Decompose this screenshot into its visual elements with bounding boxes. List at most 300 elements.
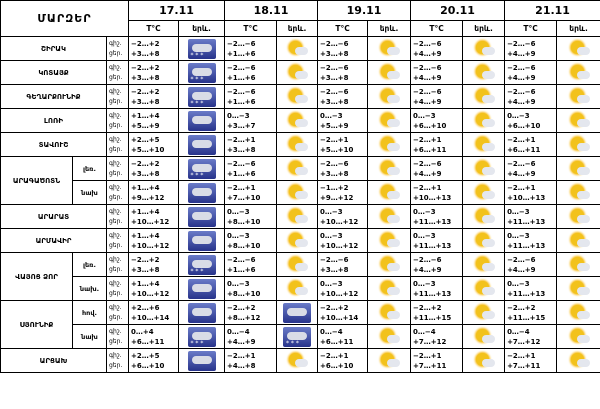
region-row — [1, 181, 600, 205]
day-label: ցեր. — [109, 169, 123, 177]
sun-cloud-icon — [472, 87, 496, 107]
weather-cell — [179, 61, 225, 85]
day-temp: +7…+12 — [507, 337, 541, 346]
day-temp: +4…+8 — [227, 361, 256, 370]
weather-header: երև. — [557, 21, 600, 37]
day-temp: +6…+11 — [507, 145, 541, 154]
period-labels — [107, 133, 129, 157]
night-temp: −2…+1 — [227, 351, 256, 360]
day-temp: +9…+12 — [320, 193, 354, 202]
day-temp: +11…+13 — [507, 289, 546, 298]
night-temp: −2…−6 — [320, 159, 349, 168]
weather-cell — [179, 157, 225, 181]
temperature-cell — [505, 37, 557, 61]
weather-cell — [463, 229, 505, 253]
sun-cloud-icon — [472, 111, 496, 131]
region-name: ՇԻՐԱԿ — [1, 37, 107, 61]
region-row — [1, 349, 600, 373]
weather-cell — [179, 229, 225, 253]
temperature-cell — [411, 133, 463, 157]
temperature-cell — [129, 133, 179, 157]
temperature-cell — [318, 157, 368, 181]
period-labels — [107, 301, 129, 325]
sun-cloud-icon — [377, 327, 401, 347]
subregion-name: նախ — [73, 181, 107, 205]
night-temp: 0…−3 — [320, 279, 343, 288]
weather-cell — [277, 85, 318, 109]
weather-cell — [179, 277, 225, 301]
sun-cloud-icon — [567, 279, 591, 299]
temp-header: T°C — [505, 21, 557, 37]
rain-cloud-icon — [188, 231, 216, 251]
sun-cloud-icon — [377, 159, 401, 179]
temperature-cell — [505, 85, 557, 109]
day-temp: +6…+10 — [413, 121, 447, 130]
temperature-cell — [411, 37, 463, 61]
temperature-cell — [225, 325, 277, 349]
date-header: 21.11 — [505, 1, 600, 21]
weather-cell — [463, 181, 505, 205]
weather-cell — [557, 205, 600, 229]
night-temp: −2…+1 — [413, 351, 442, 360]
weather-cell — [463, 61, 505, 85]
night-temp: −2…−6 — [507, 255, 536, 264]
sun-cloud-icon — [285, 255, 309, 275]
night-temp: +1…+4 — [131, 279, 160, 288]
night-temp: −2…+1 — [413, 135, 442, 144]
night-temp: 0…−3 — [413, 207, 436, 216]
night-temp: −2…+2 — [507, 303, 536, 312]
day-temp: +4…+9 — [507, 49, 536, 58]
weather-cell — [277, 301, 318, 325]
day-temp: +8…+10 — [227, 241, 261, 250]
night-temp: 0…−4 — [413, 327, 436, 336]
weather-cell — [368, 61, 411, 85]
day-temp: +11…+15 — [413, 313, 452, 322]
temperature-cell — [411, 349, 463, 373]
day-temp: +10…+12 — [131, 217, 170, 226]
night-temp: +1…+4 — [131, 183, 160, 192]
temperature-cell — [411, 253, 463, 277]
day-temp: +5…+10 — [131, 145, 165, 154]
date-header: 19.11 — [318, 1, 411, 21]
region-row — [1, 109, 600, 133]
region-name: ԱՐՄԱՎԻՐ — [1, 229, 107, 253]
subregion-name: նախ — [73, 325, 107, 349]
day-temp: +7…+12 — [413, 337, 447, 346]
sun-cloud-icon — [472, 231, 496, 251]
temperature-cell — [318, 133, 368, 157]
night-temp: 0…−3 — [320, 231, 343, 240]
temperature-cell — [318, 301, 368, 325]
temperature-cell — [411, 301, 463, 325]
night-temp: −2…−6 — [413, 159, 442, 168]
weather-header: երև. — [463, 21, 505, 37]
day-temp: +7…+11 — [507, 361, 541, 370]
weather-cell — [277, 253, 318, 277]
weather-cell — [277, 181, 318, 205]
night-temp: 0…−3 — [413, 231, 436, 240]
sun-cloud-icon — [567, 207, 591, 227]
day-temp: +4…+9 — [413, 97, 442, 106]
night-temp: −2…+1 — [507, 351, 536, 360]
weather-cell — [463, 157, 505, 181]
day-temp: +3…+8 — [320, 73, 349, 82]
day-temp: +4…+9 — [227, 337, 256, 346]
weather-cell — [557, 109, 600, 133]
temperature-cell — [318, 325, 368, 349]
sun-cloud-icon — [567, 183, 591, 203]
weather-cell — [179, 349, 225, 373]
sun-cloud-icon — [377, 279, 401, 299]
weather-cell — [557, 61, 600, 85]
weather-cell — [368, 205, 411, 229]
weather-cell — [557, 349, 600, 373]
day-temp: +1…+6 — [227, 265, 256, 274]
region-row — [1, 253, 600, 277]
night-temp: −2…+2 — [131, 159, 160, 168]
region-row — [1, 325, 600, 349]
period-labels — [107, 349, 129, 373]
weather-cell — [463, 253, 505, 277]
rain-cloud-icon — [188, 111, 216, 131]
period-labels — [107, 277, 129, 301]
night-temp: −2…+1 — [507, 183, 536, 192]
region-name: ՎԱՅՈՑ ՁՈՐ — [1, 253, 73, 301]
temperature-cell — [129, 205, 179, 229]
temperature-cell — [129, 301, 179, 325]
day-temp: +6…+10 — [320, 361, 354, 370]
temperature-cell — [318, 61, 368, 85]
day-temp: +10…+12 — [320, 241, 359, 250]
night-temp: −2…−6 — [507, 63, 536, 72]
day-temp: +4…+9 — [413, 265, 442, 274]
temperature-cell — [225, 157, 277, 181]
night-label: գիշ. — [109, 63, 122, 71]
sun-cloud-icon — [377, 39, 401, 59]
night-label: գիշ. — [109, 231, 122, 239]
sun-cloud-icon — [377, 351, 401, 371]
day-temp: +3…+8 — [131, 49, 160, 58]
temperature-cell — [505, 277, 557, 301]
temperature-cell — [129, 181, 179, 205]
night-temp: −2…+1 — [320, 135, 349, 144]
weather-cell — [463, 325, 505, 349]
temperature-cell — [505, 205, 557, 229]
weather-cell — [463, 109, 505, 133]
temperature-cell — [129, 109, 179, 133]
weather-cell — [277, 37, 318, 61]
region-row — [1, 157, 600, 181]
weather-cell — [368, 157, 411, 181]
night-temp: 0…−4 — [507, 327, 530, 336]
temperature-cell — [505, 349, 557, 373]
regions-header: ՄԱՐԶԵՐ — [1, 1, 129, 37]
temp-header: T°C — [318, 21, 368, 37]
sun-cloud-icon — [472, 39, 496, 59]
day-temp: +10…+14 — [320, 313, 359, 322]
night-label: գիշ. — [109, 255, 122, 263]
sun-cloud-icon — [285, 159, 309, 179]
temperature-cell — [505, 109, 557, 133]
subregion-name: նախ. — [73, 277, 107, 301]
day-temp: +10…+13 — [413, 193, 452, 202]
day-label: ցեր. — [109, 361, 123, 369]
day-temp: +4…+9 — [413, 73, 442, 82]
day-label: ցեր. — [109, 73, 123, 81]
region-name: ԱՐՑԱԽ — [1, 349, 107, 373]
temperature-cell — [129, 157, 179, 181]
day-temp: +5…+9 — [131, 121, 160, 130]
temperature-cell — [129, 37, 179, 61]
day-temp: +5…+9 — [320, 121, 349, 130]
period-labels — [107, 37, 129, 61]
weather-cell — [179, 301, 225, 325]
snow-cloud-icon — [188, 327, 216, 347]
temperature-cell — [225, 229, 277, 253]
temperature-cell — [505, 253, 557, 277]
sun-cloud-icon — [472, 279, 496, 299]
weather-cell — [277, 133, 318, 157]
period-labels — [107, 205, 129, 229]
day-temp: +6…+10 — [131, 361, 165, 370]
temperature-cell — [318, 85, 368, 109]
night-temp: −2…+2 — [320, 303, 349, 312]
period-labels — [107, 229, 129, 253]
weather-cell — [179, 205, 225, 229]
day-temp: +1…+6 — [227, 73, 256, 82]
region-name: ՍՅՈՒՆԻՔ — [1, 301, 73, 349]
day-temp: +3…+7 — [227, 121, 256, 130]
day-temp: +4…+9 — [507, 265, 536, 274]
region-row — [1, 133, 600, 157]
temperature-cell — [411, 181, 463, 205]
day-temp: +4…+9 — [413, 169, 442, 178]
night-temp: −2…−6 — [507, 39, 536, 48]
night-temp: −2…−6 — [507, 87, 536, 96]
day-temp: +11…+13 — [413, 217, 452, 226]
weather-cell — [463, 205, 505, 229]
day-temp: +1…+6 — [227, 169, 256, 178]
sun-cloud-icon — [472, 135, 496, 155]
night-label: գիշ. — [109, 87, 122, 95]
sun-cloud-icon — [377, 207, 401, 227]
subregion-name: հով. — [73, 301, 107, 325]
temperature-cell — [505, 325, 557, 349]
rain-cloud-icon — [188, 279, 216, 299]
night-label: գիշ. — [109, 303, 122, 311]
day-temp: +6…+11 — [320, 337, 354, 346]
day-temp: +3…+8 — [131, 169, 160, 178]
period-labels — [107, 181, 129, 205]
sun-cloud-icon — [567, 63, 591, 83]
night-label: գիշ. — [109, 111, 122, 119]
day-label: ցեր. — [109, 193, 123, 201]
night-temp: −2…+1 — [227, 183, 256, 192]
weather-cell — [557, 37, 600, 61]
weather-cell — [368, 253, 411, 277]
night-temp: 0…−3 — [413, 279, 436, 288]
day-temp: +11…+13 — [413, 241, 452, 250]
temperature-cell — [225, 349, 277, 373]
temperature-cell — [129, 61, 179, 85]
weather-cell — [179, 253, 225, 277]
sun-cloud-icon — [285, 39, 309, 59]
day-temp: +10…+14 — [131, 313, 170, 322]
night-label: գիշ. — [109, 135, 122, 143]
weather-header: երև. — [277, 21, 318, 37]
night-temp: −2…+2 — [413, 303, 442, 312]
day-temp: +10…+12 — [320, 217, 359, 226]
region-row — [1, 301, 600, 325]
sun-cloud-icon — [567, 255, 591, 275]
day-temp: +10…+12 — [131, 241, 170, 250]
temperature-cell — [225, 181, 277, 205]
night-temp: +1…+4 — [131, 231, 160, 240]
temperature-cell — [225, 61, 277, 85]
day-temp: +4…+9 — [507, 169, 536, 178]
temp-header: T°C — [225, 21, 277, 37]
day-label: ցեր. — [109, 145, 123, 153]
day-temp: +10…+12 — [320, 289, 359, 298]
night-temp: +1…+4 — [131, 207, 160, 216]
night-temp: 0…−4 — [227, 327, 250, 336]
period-labels — [107, 253, 129, 277]
day-label: ցեր. — [109, 241, 123, 249]
sun-cloud-icon — [285, 111, 309, 131]
day-temp: +9…+12 — [131, 193, 165, 202]
night-temp: −2…−6 — [413, 39, 442, 48]
weather-header: երև. — [179, 21, 225, 37]
weather-cell — [277, 325, 318, 349]
sun-cloud-icon — [377, 231, 401, 251]
day-temp: +11…+15 — [507, 313, 546, 322]
sun-cloud-icon — [285, 183, 309, 203]
weather-cell — [368, 133, 411, 157]
date-header: 20.11 — [411, 1, 505, 21]
day-label: ցեր. — [109, 217, 123, 225]
day-temp: +6…+10 — [507, 121, 541, 130]
weather-cell — [463, 133, 505, 157]
temp-header: T°C — [411, 21, 463, 37]
sun-cloud-icon — [377, 303, 401, 323]
night-temp: −2…−6 — [227, 87, 256, 96]
sun-cloud-icon — [377, 111, 401, 131]
temperature-cell — [318, 229, 368, 253]
night-temp: 0…−3 — [507, 207, 530, 216]
temperature-cell — [505, 157, 557, 181]
temperature-cell — [225, 301, 277, 325]
day-label: ցեր. — [109, 97, 123, 105]
night-label: գիշ. — [109, 39, 122, 47]
region-name: ԱՐԱՐԱՏ — [1, 205, 107, 229]
sun-cloud-icon — [377, 63, 401, 83]
temperature-cell — [318, 109, 368, 133]
date-header: 17.11 — [129, 1, 225, 21]
night-temp: −2…+2 — [131, 39, 160, 48]
day-temp: +8…+10 — [227, 289, 261, 298]
temperature-cell — [318, 277, 368, 301]
night-temp: −2…−6 — [320, 39, 349, 48]
day-temp: +6…+11 — [131, 337, 165, 346]
day-temp: +8…+10 — [227, 217, 261, 226]
sun-cloud-icon — [567, 39, 591, 59]
night-temp: −2…+1 — [507, 135, 536, 144]
night-temp: −1…+2 — [320, 183, 349, 192]
day-temp: +3…+8 — [131, 73, 160, 82]
region-name: ԳԵՂԱՐՔՈՒՆԻՔ — [1, 85, 107, 109]
weather-cell — [463, 349, 505, 373]
day-label: ցեր. — [109, 49, 123, 57]
weather-cell — [179, 181, 225, 205]
sun-cloud-icon — [377, 87, 401, 107]
weather-cell — [368, 325, 411, 349]
night-temp: −2…−6 — [320, 63, 349, 72]
region-name: ՏԱՎՈՒՇ — [1, 133, 107, 157]
sun-cloud-icon — [377, 255, 401, 275]
temperature-cell — [225, 85, 277, 109]
sun-cloud-icon — [472, 183, 496, 203]
night-temp: −2…−6 — [413, 63, 442, 72]
day-temp: +3…+8 — [320, 169, 349, 178]
weather-cell — [368, 229, 411, 253]
night-label: գիշ. — [109, 351, 122, 359]
night-label: գիշ. — [109, 183, 122, 191]
day-temp: +5…+10 — [320, 145, 354, 154]
temperature-cell — [225, 109, 277, 133]
day-temp: +3…+8 — [131, 97, 160, 106]
sun-cloud-icon — [567, 135, 591, 155]
sun-cloud-icon — [285, 351, 309, 371]
night-temp: 0…−3 — [413, 111, 436, 120]
snow-cloud-icon — [283, 327, 311, 347]
weather-cell — [557, 325, 600, 349]
weather-cell — [179, 37, 225, 61]
weather-cell — [463, 277, 505, 301]
sun-cloud-icon — [285, 135, 309, 155]
sun-cloud-icon — [472, 303, 496, 323]
temperature-cell — [411, 277, 463, 301]
sun-cloud-icon — [567, 159, 591, 179]
night-temp: −2…+2 — [227, 303, 256, 312]
period-labels — [107, 61, 129, 85]
temperature-cell — [129, 349, 179, 373]
temperature-cell — [129, 229, 179, 253]
sun-cloud-icon — [567, 327, 591, 347]
temperature-cell — [225, 37, 277, 61]
day-temp: +11…+13 — [413, 289, 452, 298]
day-temp: +3…+8 — [320, 265, 349, 274]
temperature-cell — [318, 253, 368, 277]
rain-cloud-icon — [188, 351, 216, 371]
weather-cell — [557, 253, 600, 277]
snow-cloud-icon — [188, 39, 216, 59]
sun-cloud-icon — [285, 63, 309, 83]
night-temp: 0…−3 — [507, 111, 530, 120]
region-name: ԱՐԱԳԱԾՈՏՆ — [1, 157, 73, 205]
sun-cloud-icon — [377, 135, 401, 155]
night-temp: −2…−6 — [413, 255, 442, 264]
sun-cloud-icon — [567, 111, 591, 131]
night-temp: −2…+2 — [131, 87, 160, 96]
night-label: գիշ. — [109, 327, 122, 335]
temperature-cell — [411, 85, 463, 109]
night-temp: −2…+1 — [413, 183, 442, 192]
temperature-cell — [411, 61, 463, 85]
day-label: ցեր. — [109, 265, 123, 273]
day-temp: +1…+6 — [227, 49, 256, 58]
night-temp: −2…−6 — [320, 87, 349, 96]
